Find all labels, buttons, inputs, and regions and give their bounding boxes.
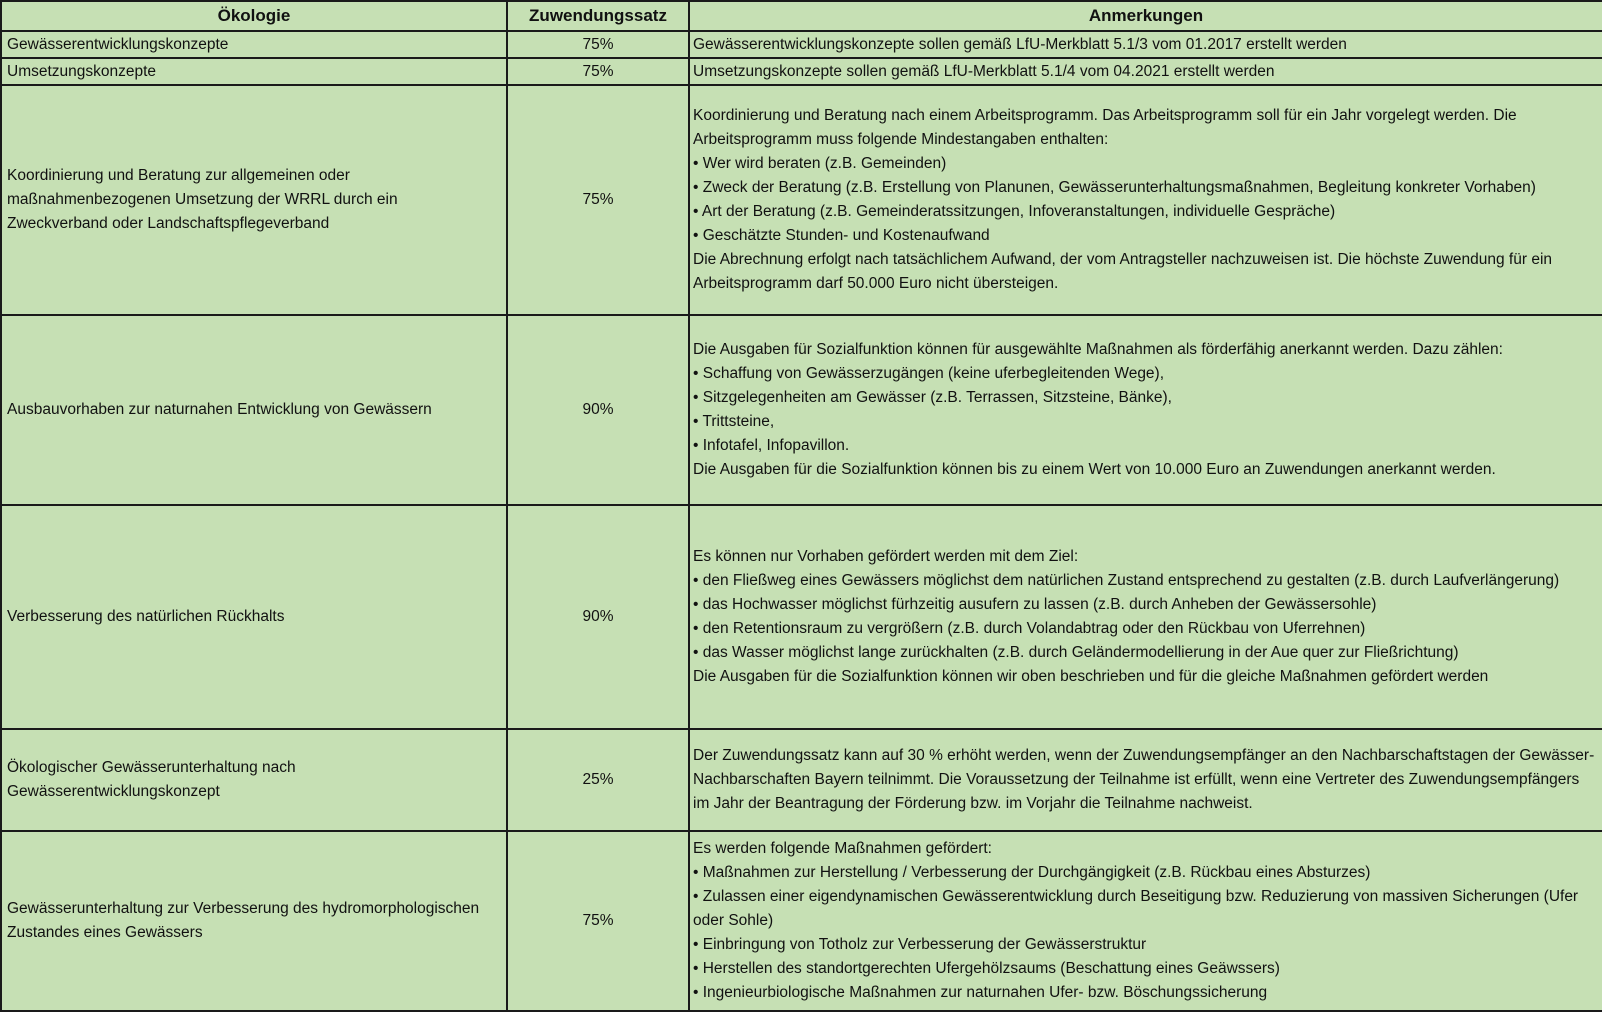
note-bullet: • Zweck der Beratung (z.B. Erstellung von Planunen, Gewässerunterhaltungsmaßnahmen, Begleitung konkreter Vorhaben) xyxy=(693,179,1536,196)
note-bullet: • Einbringung von Totholz zur Verbesserung der Gewässerstruktur xyxy=(693,936,1147,953)
note-line: Umsetzungskonzepte sollen gemäß LfU-Merkblatt 5.1/4 vom 04.2021 erstellt werden xyxy=(693,62,1275,80)
table-header-row xyxy=(1,1,1602,31)
note-bullet: • Wer wird beraten (z.B. Gemeinden) xyxy=(693,155,947,172)
row-notes xyxy=(689,831,1602,1011)
table-row xyxy=(1,729,1602,831)
row-funding-rate: 75% xyxy=(507,58,689,85)
note-bullet: • Art der Beratung (z.B. Gemeinderatssitzungen, Infoveranstaltungen, individuelle Gespräche) xyxy=(693,203,1336,220)
note-bullet: • Schaffung von Gewässerzugängen (keine uferbegleitenden Wege), xyxy=(693,365,1165,382)
note-line: Die Ausgaben für Sozialfunktion können für ausgewählte Maßnahmen als förderfähig anerkannt werden. Dazu zählen: xyxy=(693,341,1503,358)
note-bullet: • Sitzgelegenheiten am Gewässer (z.B. Terrassen, Sitzsteine, Bänke), xyxy=(693,389,1172,406)
row-notes xyxy=(689,505,1602,729)
row-measure-name: Gewässerunterhaltung zur Verbesserung des hydromorphologischen Zustandes eines Gewässers xyxy=(1,831,507,1011)
note-line: Die Abrechnung erfolgt nach tatsächlichem Aufwand, der vom Antragsteller nachzuweisen ist. Die höchste Zuwendung für ein Arbeitsprogramm darf 50.000 Euro nicht übersteigen. xyxy=(693,251,1553,292)
row-notes xyxy=(689,58,1602,85)
header-anmerkungen: Anmerkungen xyxy=(689,1,1602,31)
row-measure-name: Verbesserung des natürlichen Rückhalts xyxy=(1,505,507,729)
header-zuwendungssatz: Zuwendungssatz xyxy=(507,1,689,31)
note-bullet: • Geschätzte Stunden- und Kostenaufwand xyxy=(693,227,990,244)
table-row xyxy=(1,85,1602,315)
row-measure-name: Ausbauvorhaben zur naturnahen Entwicklung von Gewässern xyxy=(1,315,507,505)
note-line: Die Ausgaben für die Sozialfunktion können bis zu einem Wert von 10.000 Euro an Zuwendungen anerkannt werden. xyxy=(693,461,1496,478)
row-notes xyxy=(689,729,1602,831)
table-row xyxy=(1,58,1602,85)
note-bullet: • das Hochwasser möglichst fürhzeitig ausufern zu lassen (z.B. durch Anheben der Gewässersohle) xyxy=(693,596,1377,613)
row-funding-rate: 90% xyxy=(507,505,689,729)
note-line: Koordinierung und Beratung nach einem Arbeitsprogramm. Das Arbeitsprogramm soll für ein Jahr vorgelegt werden. Die Arbeitsprogramm muss folgende Mindestangaben enthalten: xyxy=(693,107,1517,148)
row-notes xyxy=(689,315,1602,505)
row-measure-name: Ökologischer Gewässerunterhaltung nach Gewässerentwicklungskonzept xyxy=(1,729,507,831)
row-funding-rate: 90% xyxy=(507,315,689,505)
row-measure-name: Gewässerentwicklungskonzepte xyxy=(1,31,507,58)
row-funding-rate: 75% xyxy=(507,85,689,315)
note-line: Es werden folgende Maßnahmen gefördert: xyxy=(693,840,992,857)
note-bullet: • Ingenieurbiologische Maßnahmen zur naturnahen Ufer- bzw. Böschungssicherung xyxy=(693,984,1268,1001)
note-bullet: • den Fließweg eines Gewässers möglichst dem natürlichen Zustand entsprechend zu gestalten (z.B. durch Laufverlängerung) xyxy=(693,572,1560,589)
note-bullet: • Infotafel, Infopavillon. xyxy=(693,437,850,454)
note-line: Der Zuwendungssatz kann auf 30 % erhöht werden, wenn der Zuwendungsempfänger an den Nachbarschaftstagen der Gewässer-Nachbarschaften Bayern teilnimmt. Die Voraussetzung der Teilnahme ist erfüllt, wenn eine Vertreter des Zuwendungsempfängers im Jahr der Beantragung der Förderung bzw. im Vorjahr die Teilnahme nachweist. xyxy=(693,747,1595,812)
row-measure-name: Umsetzungskonzepte xyxy=(1,58,507,85)
row-notes xyxy=(689,85,1602,315)
note-bullet: • Herstellen des standortgerechten Ufergehölzsaums (Beschattung eines Geäwssers) xyxy=(693,960,1280,977)
note-line: Gewässerentwicklungskonzepte sollen gemäß LfU-Merkblatt 5.1/3 vom 01.2017 erstellt werden xyxy=(693,35,1347,53)
note-bullet: • Trittsteine, xyxy=(693,413,775,430)
row-funding-rate: 25% xyxy=(507,729,689,831)
row-funding-rate: 75% xyxy=(507,831,689,1011)
table-row xyxy=(1,505,1602,729)
note-bullet: • Zulassen einer eigendynamischen Gewässerentwicklung durch Beseitigung bzw. Reduzierung von massiven Sicherungen (Ufer oder Sohle) xyxy=(693,888,1579,929)
note-bullet: • den Retentionsraum zu vergrößern (z.B. durch Volandabtrag oder den Rückbau von Uferrehnen) xyxy=(693,620,1366,637)
table-row xyxy=(1,315,1602,505)
row-measure-name: Koordinierung und Beratung zur allgemeinen oder maßnahmenbezogenen Umsetzung der WRRL durch ein Zweckverband oder Landschaftspflegeverband xyxy=(1,85,507,315)
table-row xyxy=(1,831,1602,1011)
row-funding-rate: 75% xyxy=(507,31,689,58)
table-row xyxy=(1,31,1602,58)
note-line: Die Ausgaben für die Sozialfunktion können wir oben beschrieben und für die gleiche Maßnahmen gefördert werden xyxy=(693,668,1489,685)
note-bullet: • Maßnahmen zur Herstellung / Verbesserung der Durchgängigkeit (z.B. Rückbau eines Absturzes) xyxy=(693,864,1371,881)
note-bullet: • das Wasser möglichst lange zurückhalten (z.B. durch Geländermodellierung in der Aue quer zur Fließrichtung) xyxy=(693,644,1459,661)
note-line: Es können nur Vorhaben gefördert werden mit dem Ziel: xyxy=(693,548,1079,565)
row-notes xyxy=(689,31,1602,58)
header-oekologie: Ökologie xyxy=(1,1,507,31)
